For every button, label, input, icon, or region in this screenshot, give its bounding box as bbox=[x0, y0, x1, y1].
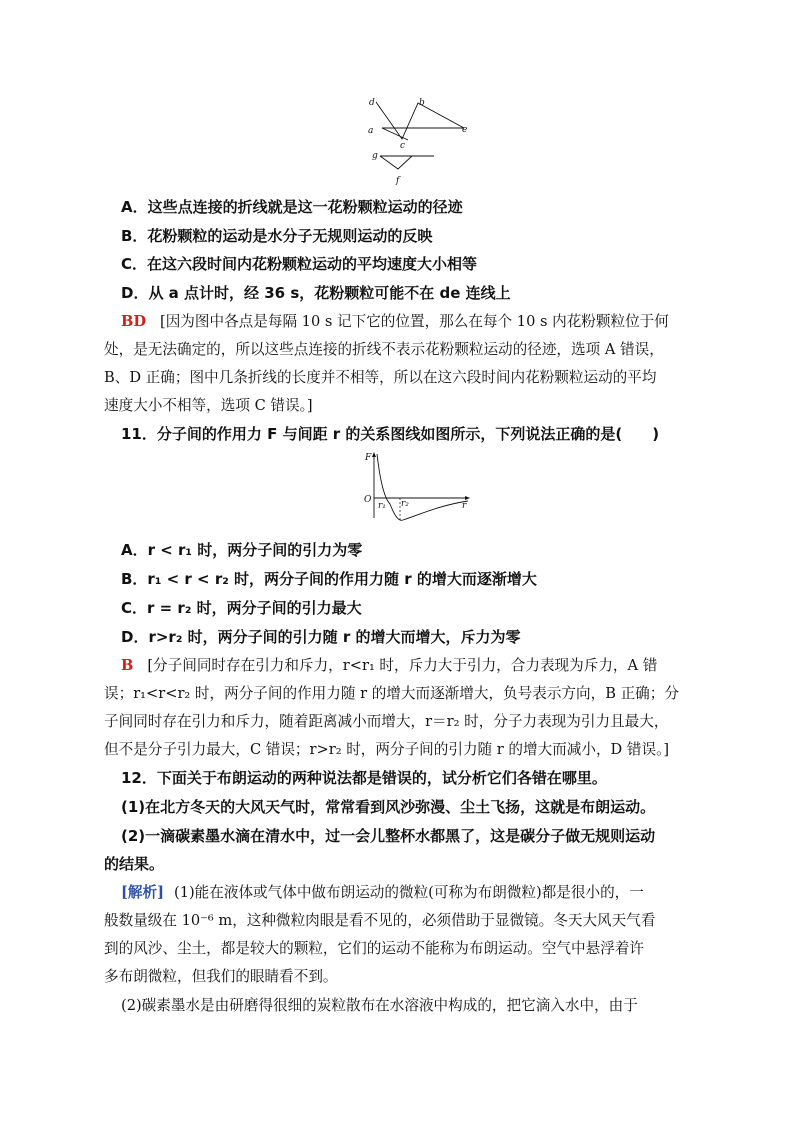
q12-item-3: 的结果。 bbox=[104, 855, 165, 873]
graph-r1-label: r₁ bbox=[378, 501, 386, 511]
q12-stem: 12．下面关于布朗运动的两种说法都是错误的，试分析它们各错在哪里。 bbox=[121, 769, 607, 787]
q11-explain-line-1: B [分子间同时存在引力和斥力，r<r₁ 时，斥力大于引力，合力表现为斥力，A 错 bbox=[121, 657, 658, 674]
point-label-d: d bbox=[369, 98, 375, 108]
q11-option-d: D．r>r₂ 时，两分子间的引力随 r 的增大而增大，斥力为零 bbox=[121, 628, 521, 646]
point-label-c: c bbox=[400, 141, 406, 151]
q10-explain-line-2: 处，是无法确定的，所以这些点连接的折线不表示花粉颗粒运动的径迹，选项 A 错误， bbox=[104, 341, 664, 358]
force-curve bbox=[377, 454, 468, 520]
graph-y-arrow bbox=[372, 452, 376, 457]
q11-explain-line-2: 误；r₁<r<r₂ 时，两分子间的作用力随 r 的增大而逐渐增大，负号表示方向，B 正确；分 bbox=[104, 685, 679, 702]
q12-explain-line-4: 多布朗微粒，但我们的眼睛看不到。 bbox=[104, 968, 338, 985]
q11-option-b: B．r₁ < r < r₂ 时，两分子间的作用力随 r 的增大而逐渐增大 bbox=[121, 570, 537, 588]
q11-explain-line-4: 但不是分子引力最大，C 错误；r>r₂ 时，两分子间的引力随 r 的增大而减小，D 错误。] bbox=[104, 741, 670, 758]
q10-explain-line-3: B、D 正确；图中几条折线的长度并不相等，所以在这六段时间内花粉颗粒运动的平均 bbox=[104, 369, 657, 386]
q10-explain-line-4: 速度大小不相等，选项 C 错误。] bbox=[104, 397, 313, 414]
q10-option-b: B．花粉颗粒的运动是水分子无规则运动的反映 bbox=[121, 227, 433, 245]
q12-analysis-tag: [解析] bbox=[121, 884, 164, 901]
q10-option-c: C．在这六段时间内花粉颗粒运动的平均速度大小相等 bbox=[121, 255, 478, 273]
point-label-e: e bbox=[462, 125, 468, 135]
q10-answer: BD bbox=[121, 313, 146, 330]
point-label-g: g bbox=[372, 151, 378, 161]
q11-option-c: C．r = r₂ 时，两分子间的引力最大 bbox=[121, 599, 362, 617]
graph-x-arrow bbox=[465, 496, 470, 500]
q10-explain-line-1: BD [因为图中各点是每隔 10 s 记下它的位置，那么在每个 10 s 内花粉颗粒位于何 bbox=[121, 313, 669, 330]
q12-item-1: (1)在北方冬天的大风天气时，常常看到风沙弥漫、尘土飞扬，这就是布朗运动。 bbox=[121, 798, 656, 816]
q12-explain-line-1: [解析] (1)能在液体或气体中做布朗运动的微粒(可称为布朗微粒)都是很小的，一 bbox=[121, 884, 644, 901]
q10-option-d: D．从 a 点计时，经 36 s，花粉颗粒可能不在 de 连线上 bbox=[121, 284, 511, 302]
force-distance-graph bbox=[360, 450, 475, 525]
q10-option-a: A．这些点连接的折线就是这一花粉颗粒运动的径迹 bbox=[121, 198, 463, 216]
q11-explain-line-3: 子间同时存在引力和斥力，随着距离减小而增大，r＝r₂ 时，分子力表现为引力且最大， bbox=[104, 713, 669, 730]
point-label-a: a bbox=[368, 126, 374, 136]
graph-x-label: r bbox=[462, 501, 467, 511]
trajectory-figure bbox=[362, 95, 472, 187]
q11-stem: 11．分子间的作用力 F 与间距 r 的关系图线如图所示，下列说法正确的是( ) bbox=[121, 425, 660, 443]
q12-explain-line-5: (2)碳素墨水是由研磨得很细的炭粒散布在水溶液中构成的，把它滴入水中，由于 bbox=[121, 997, 638, 1014]
q12-explain-line-2: 般数量级在 10⁻⁶ m，这种微粒肉眼是看不见的，必须借助于显微镜。冬天大风天气看 bbox=[104, 912, 656, 929]
q12-explain-line-3: 到的风沙、尘土，都是较大的颗粒，它们的运动不能称为布朗运动。空气中悬浮着许 bbox=[104, 940, 644, 957]
graph-origin-label: O bbox=[364, 495, 372, 505]
q11-answer: B bbox=[121, 657, 134, 674]
q11-option-a: A．r < r₁ 时，两分子间的引力为零 bbox=[121, 541, 363, 559]
graph-r2-label: r₂ bbox=[401, 499, 409, 509]
q12-item-2: (2)一滴碳素墨水滴在清水中，过一会儿整杯水都黑了，这是碳分子做无规则运动 bbox=[121, 827, 656, 845]
point-label-f: f bbox=[396, 176, 400, 186]
trajectory-segment-f bbox=[380, 156, 412, 169]
graph-y-label: F bbox=[365, 453, 372, 463]
point-label-b: b bbox=[419, 98, 425, 108]
